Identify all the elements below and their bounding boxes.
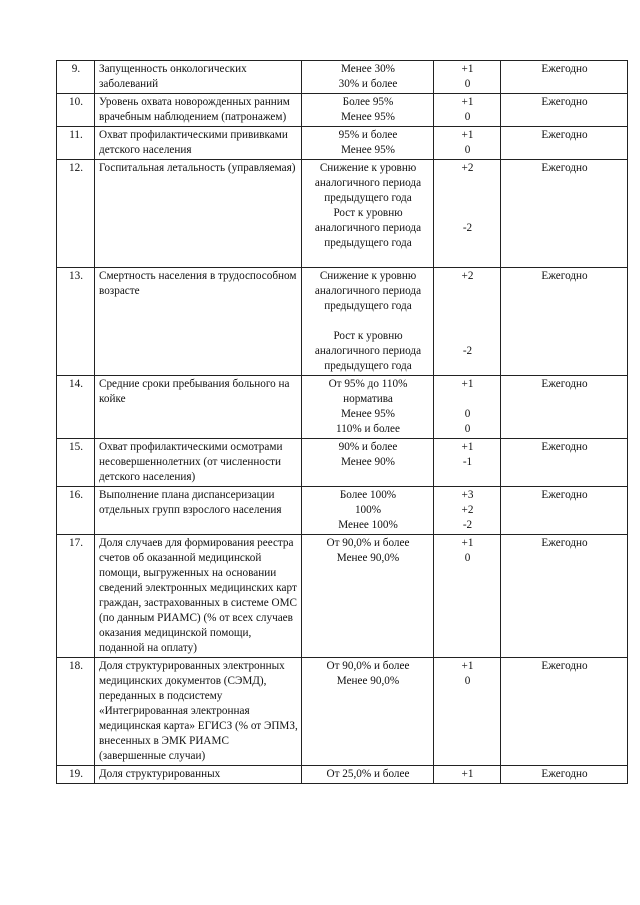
table-row — [57, 268, 628, 376]
criterion-value: Менее 95% — [341, 144, 395, 156]
table-row — [57, 766, 628, 784]
row-number: 19. — [57, 766, 95, 784]
score-cell — [434, 61, 501, 94]
indicator-name: Смертность населения в трудоспособном возрасте — [95, 268, 302, 376]
table-row — [57, 160, 628, 268]
score-cell — [434, 658, 501, 766]
score-value: +1 — [461, 129, 474, 141]
criterion-value: 110% и более — [336, 423, 400, 435]
criterion-value: Снижение к уровню — [319, 162, 417, 174]
evaluation-period: Ежегодно — [501, 439, 628, 487]
criterion-value: Снижение к уровню — [319, 270, 417, 282]
evaluation-period: Ежегодно — [501, 127, 628, 160]
criterion-value: Рост к уровню — [333, 330, 403, 342]
row-number: 11. — [57, 127, 95, 160]
table-row — [57, 94, 628, 127]
score-cell — [434, 376, 501, 439]
score-value: 0 — [464, 423, 471, 435]
criterion-value: Менее 90% — [341, 456, 395, 468]
criterion-value: предыдущего года — [324, 192, 412, 204]
score-value: +3 — [461, 489, 474, 501]
table-row — [57, 487, 628, 535]
score-value: +1 — [461, 441, 474, 453]
criteria-cell — [302, 658, 434, 766]
score-value: +1 — [461, 96, 474, 108]
evaluation-period: Ежегодно — [501, 658, 628, 766]
score-value: 0 — [464, 675, 471, 687]
evaluation-period: Ежегодно — [501, 487, 628, 535]
criterion-value: предыдущего года — [324, 300, 412, 312]
criterion-value: Более 100% — [339, 489, 397, 501]
criterion-value: Менее 95% — [341, 408, 395, 420]
indicator-name: Запущенность онкологических заболеваний — [95, 61, 302, 94]
score-cell — [434, 94, 501, 127]
criterion-value: 90% и более — [338, 441, 398, 453]
criterion-value: аналогичного периода — [314, 285, 422, 297]
score-value: -1 — [462, 456, 473, 468]
criterion-value: От 25,0% и более — [326, 768, 410, 780]
criteria-cell — [302, 766, 434, 784]
criteria-cell — [302, 487, 434, 535]
criterion-value: Менее 100% — [338, 519, 398, 531]
indicator-name: Охват профилактическими осмотрами несовершеннолетних (от численности детского населения) — [95, 439, 302, 487]
evaluation-period: Ежегодно — [501, 376, 628, 439]
table-row — [57, 376, 628, 439]
indicator-name: Госпитальная летальность (управляемая) — [95, 160, 302, 268]
score-cell — [434, 766, 501, 784]
score-value: +2 — [461, 162, 474, 174]
evaluation-period: Ежегодно — [501, 61, 628, 94]
criterion-value: От 95% до 110% — [328, 378, 408, 390]
row-number: 13. — [57, 268, 95, 376]
criterion-value: норматива — [343, 393, 393, 405]
criterion-value: аналогичного периода — [314, 177, 422, 189]
score-value: +1 — [461, 537, 474, 549]
table-row — [57, 439, 628, 487]
score-value: -2 — [462, 222, 473, 234]
score-cell — [434, 160, 501, 268]
row-number: 9. — [57, 61, 95, 94]
criterion-value: 100% — [354, 504, 382, 516]
criteria-cell — [302, 127, 434, 160]
score-cell — [434, 268, 501, 376]
criterion-value: Рост к уровню — [333, 207, 403, 219]
criteria-cell — [302, 160, 434, 268]
score-value: 0 — [464, 408, 471, 420]
score-value: +2 — [461, 504, 474, 516]
criterion-value: аналогичного периода — [314, 345, 422, 357]
table-row — [57, 127, 628, 160]
score-value: +1 — [461, 768, 474, 780]
score-value: -2 — [462, 345, 473, 357]
criterion-value: Менее 30% — [341, 63, 395, 75]
evaluation-period: Ежегодно — [501, 268, 628, 376]
criterion-value: От 90,0% и более — [326, 660, 410, 672]
criterion-value: Менее 95% — [341, 111, 395, 123]
evaluation-period: Ежегодно — [501, 535, 628, 658]
row-number: 16. — [57, 487, 95, 535]
score-value: 0 — [464, 552, 471, 564]
criterion-value: аналогичного периода — [314, 222, 422, 234]
evaluation-period: Ежегодно — [501, 766, 628, 784]
indicator-name: Средние сроки пребывания больного на койке — [95, 376, 302, 439]
criterion-value: Менее 90,0% — [336, 675, 400, 687]
criteria-cell — [302, 94, 434, 127]
score-value: +2 — [461, 270, 474, 282]
score-value: 0 — [464, 111, 471, 123]
criteria-cell — [302, 268, 434, 376]
score-value: -2 — [462, 519, 473, 531]
score-value: +1 — [461, 378, 474, 390]
criteria-cell — [302, 439, 434, 487]
score-cell — [434, 439, 501, 487]
criteria-cell — [302, 535, 434, 658]
row-number: 17. — [57, 535, 95, 658]
score-cell — [434, 535, 501, 658]
score-value: 0 — [464, 144, 471, 156]
criteria-cell — [302, 61, 434, 94]
score-value: 0 — [464, 78, 471, 90]
table-row — [57, 658, 628, 766]
indicator-name: Уровень охвата новорожденных ранним врачебным наблюдением (патронажем) — [95, 94, 302, 127]
indicator-name: Доля случаев для формирования реестра счетов об оказанной медицинской помощи, выгруженных на основании сведений электронных медицинских карт граждан, застрахованных в системе ОМС (по данным РИАМС) (% от всех случаев оказания медицинской помощи, поданной на оплату) — [95, 535, 302, 658]
indicators-table — [56, 60, 628, 784]
indicator-name: Доля структурированных — [95, 766, 302, 784]
criterion-value: 95% и более — [338, 129, 398, 141]
row-number: 12. — [57, 160, 95, 268]
criterion-value: Менее 90,0% — [336, 552, 400, 564]
row-number: 14. — [57, 376, 95, 439]
criterion-value: предыдущего года — [324, 360, 412, 372]
indicator-name: Доля структурированных электронных медицинских документов (СЭМД), переданных в подсистему «Интегрированная электронная медицинская карта» ЕГИСЗ (% от ЭПМЗ, внесенных в ЭМК РИАМС (завершенные случаи) — [95, 658, 302, 766]
criterion-value: Более 95% — [342, 96, 394, 108]
evaluation-period: Ежегодно — [501, 94, 628, 127]
criterion-value: предыдущего года — [324, 237, 412, 249]
row-number: 10. — [57, 94, 95, 127]
row-number: 18. — [57, 658, 95, 766]
score-value: +1 — [461, 63, 474, 75]
criterion-value: От 90,0% и более — [326, 537, 410, 549]
criteria-cell — [302, 376, 434, 439]
indicator-name: Охват профилактическими прививками детского населения — [95, 127, 302, 160]
criterion-value: 30% и более — [338, 78, 398, 90]
row-number: 15. — [57, 439, 95, 487]
score-cell — [434, 127, 501, 160]
table-row — [57, 535, 628, 658]
score-cell — [434, 487, 501, 535]
indicator-name: Выполнение плана диспансеризации отдельных групп взрослого населения — [95, 487, 302, 535]
score-value: +1 — [461, 660, 474, 672]
table-row — [57, 61, 628, 94]
indicators-table-body — [57, 61, 628, 784]
evaluation-period: Ежегодно — [501, 160, 628, 268]
